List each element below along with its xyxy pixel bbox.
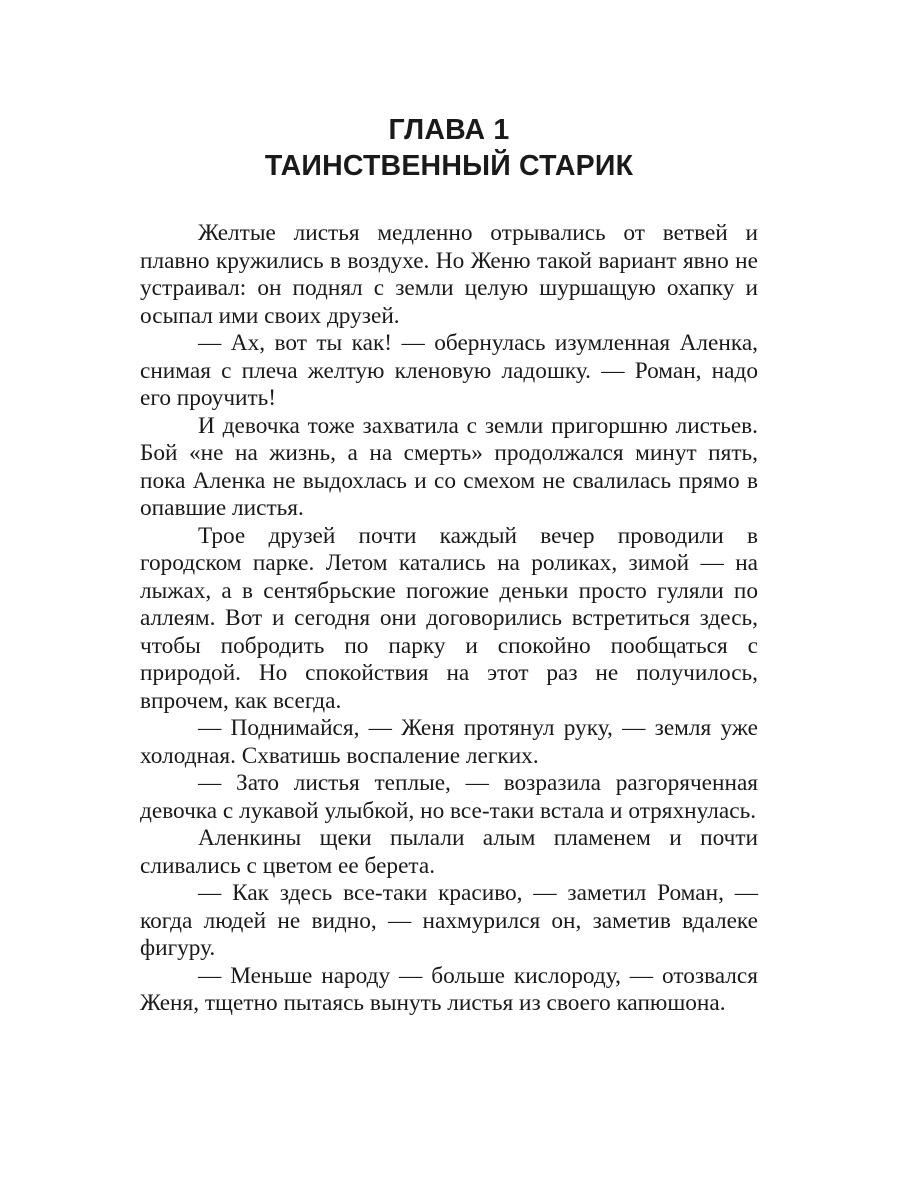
paragraph: — Зато листья теплые, — возразила разгоряченная девочка с лукавой улыбкой, но все-таки встала и отряхнулась. [140, 770, 758, 824]
paragraph: И девочка тоже захватила с земли пригоршню листьев. Бой «не на жизнь, а на смерть» продолжался минут пять, пока Аленка не выдохлась и со смехом не свалилась прямо в опавшие листья. [140, 412, 758, 521]
chapter-title: ТАИНСТВЕННЫЙ СТАРИК [264, 150, 634, 182]
paragraph: Желтые листья медленно отрывались от ветвей и плавно кружились в воздухе. Но Женю такой вариант явно не устраивал: он поднял с земли целую шуршащую охапку и осыпал ими своих друзей. [140, 220, 758, 329]
paragraph: — Меньше народу — больше кислороду, — отозвался Женя, тщетно пытаясь вынуть листья из своего капюшона. [140, 962, 758, 1016]
paragraph: Аленкины щеки пылали алым пламенем и почти сливались с цветом ее берета. [140, 825, 758, 879]
paragraph: — Ах, вот ты как! — обернулась изумленная Аленка, снимая с плеча желтую кленовую ладошку. — Роман, надо его проучить! [140, 330, 758, 411]
book-page [140, 112, 758, 1018]
chapter-heading [140, 112, 758, 184]
paragraph: — Поднимайся, — Женя протянул руку, — земля уже холодная. Схватишь воспаление легких. [140, 715, 758, 769]
chapter-text [140, 220, 758, 1018]
paragraph: Трое друзей почти каждый вечер проводили в городском парке. Летом катались на роликах, зимой — на лыжах, а в сентябрьские погожие деньки просто гуляли по аллеям. Вот и сегодня они договорились встретиться здесь, чтобы побродить по парку и спокойно пообщаться с природой. Но спокойствия на этот раз не получилось, впрочем, как всегда. [140, 522, 758, 714]
chapter-number: ГЛАВА 1 [388, 114, 510, 146]
paragraph: — Как здесь все-таки красиво, — заметил Роман, — когда людей не видно, — нахмурился он, заметив вдалеке фигуру. [140, 880, 758, 961]
